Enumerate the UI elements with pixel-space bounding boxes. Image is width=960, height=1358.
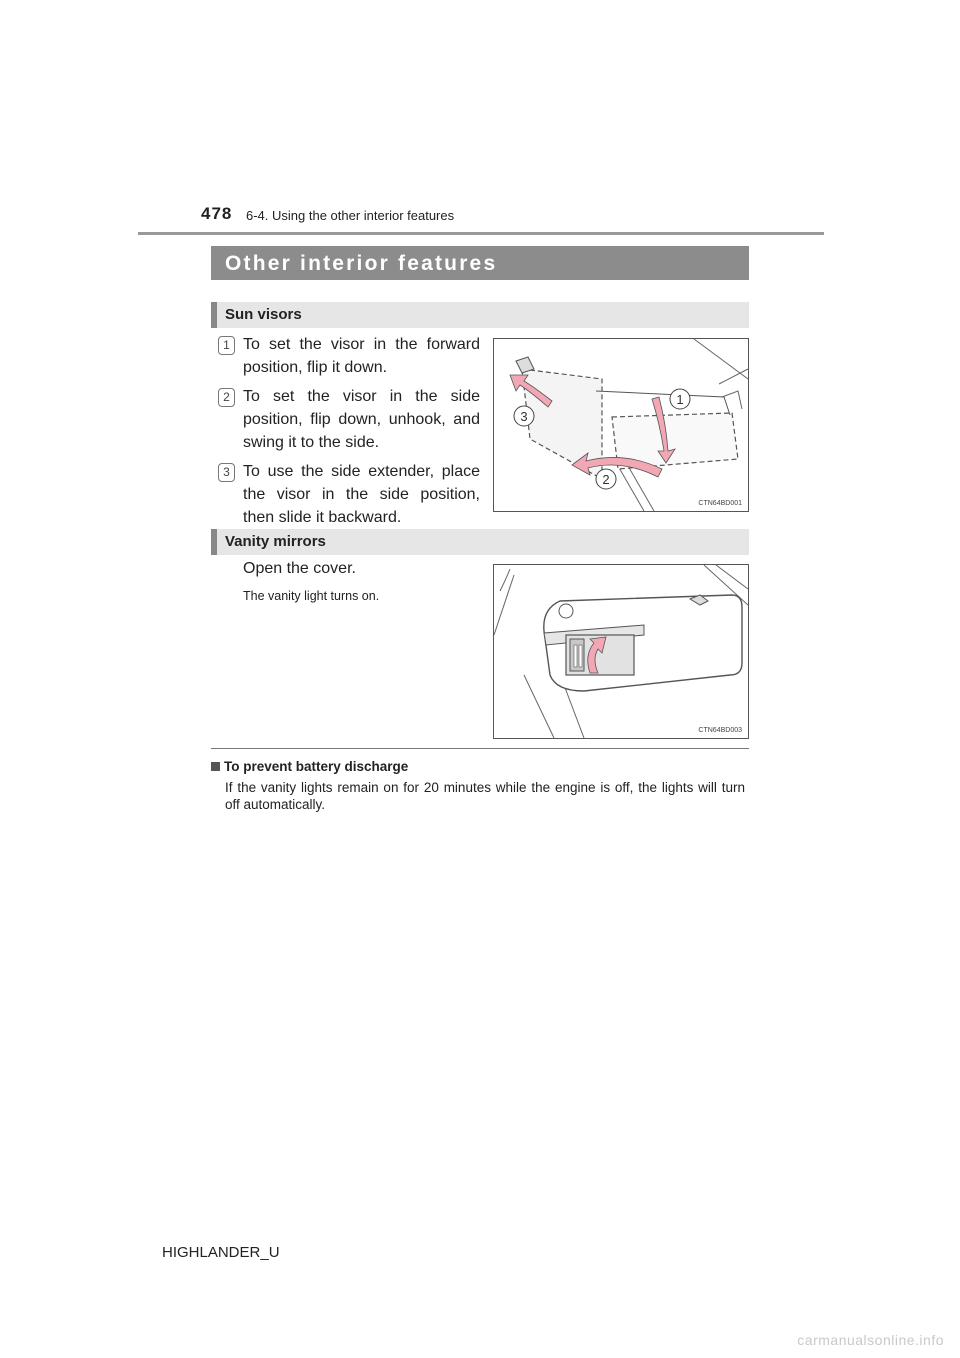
- sun-visor-illustration: [493, 338, 749, 512]
- page-title-banner: [211, 246, 749, 280]
- vanity-instruction: Open the cover.: [243, 560, 356, 577]
- step-text: To set the visor in the side position, flip down, unhook, and swing it to the side.: [243, 388, 480, 451]
- vanity-mirrors-subheader: [211, 529, 749, 555]
- svg-text:1: 1: [676, 392, 684, 407]
- callout-1: [670, 389, 690, 409]
- step-text: To use the side extender, place the visor in the side position, then slide it backward.: [243, 463, 480, 526]
- svg-text:3: 3: [520, 409, 528, 424]
- step-number-badge: 1: [218, 336, 235, 355]
- step-number-badge: 2: [218, 388, 235, 407]
- vanity-mirror-illustration: [493, 564, 749, 739]
- vanity-mirrors-heading: Vanity mirrors: [225, 533, 326, 550]
- step-2: [218, 385, 480, 454]
- svg-text:2: 2: [602, 472, 610, 487]
- step-number-badge: 3: [218, 463, 235, 482]
- figure-code: CTN64BD003: [698, 727, 742, 734]
- square-bullet-icon: [211, 762, 220, 771]
- notes-divider: [211, 748, 749, 749]
- figure-code: CTN64BD001: [698, 500, 742, 507]
- watermark: carmanualsonline.info: [797, 1332, 944, 1348]
- sun-visors-subheader: [211, 302, 749, 328]
- step-1: [218, 333, 480, 379]
- sun-visors-heading: Sun visors: [225, 306, 302, 323]
- header-divider: [138, 232, 824, 235]
- battery-note-heading: [211, 759, 408, 774]
- step-3: [218, 460, 480, 529]
- page-title: Other interior features: [225, 252, 498, 275]
- sun-visor-drawing: [494, 339, 748, 511]
- footer-model: HIGHLANDER_U: [162, 1244, 280, 1261]
- callout-2: [596, 469, 616, 489]
- vanity-light-note: The vanity light turns on.: [243, 589, 380, 603]
- battery-note-body: If the vanity lights remain on for 20 minutes while the engine is off, the lights will turn off automatically.: [225, 780, 745, 812]
- callout-3: [514, 406, 534, 426]
- step-text: To set the visor in the forward position, flip it down.: [243, 336, 480, 376]
- sun-visor-steps: [218, 333, 480, 535]
- section-heading: 6-4. Using the other interior features: [246, 208, 455, 223]
- page-number: 478: [201, 204, 233, 223]
- vanity-mirror-drawing: [494, 565, 748, 738]
- battery-note-title: To prevent battery discharge: [224, 759, 409, 774]
